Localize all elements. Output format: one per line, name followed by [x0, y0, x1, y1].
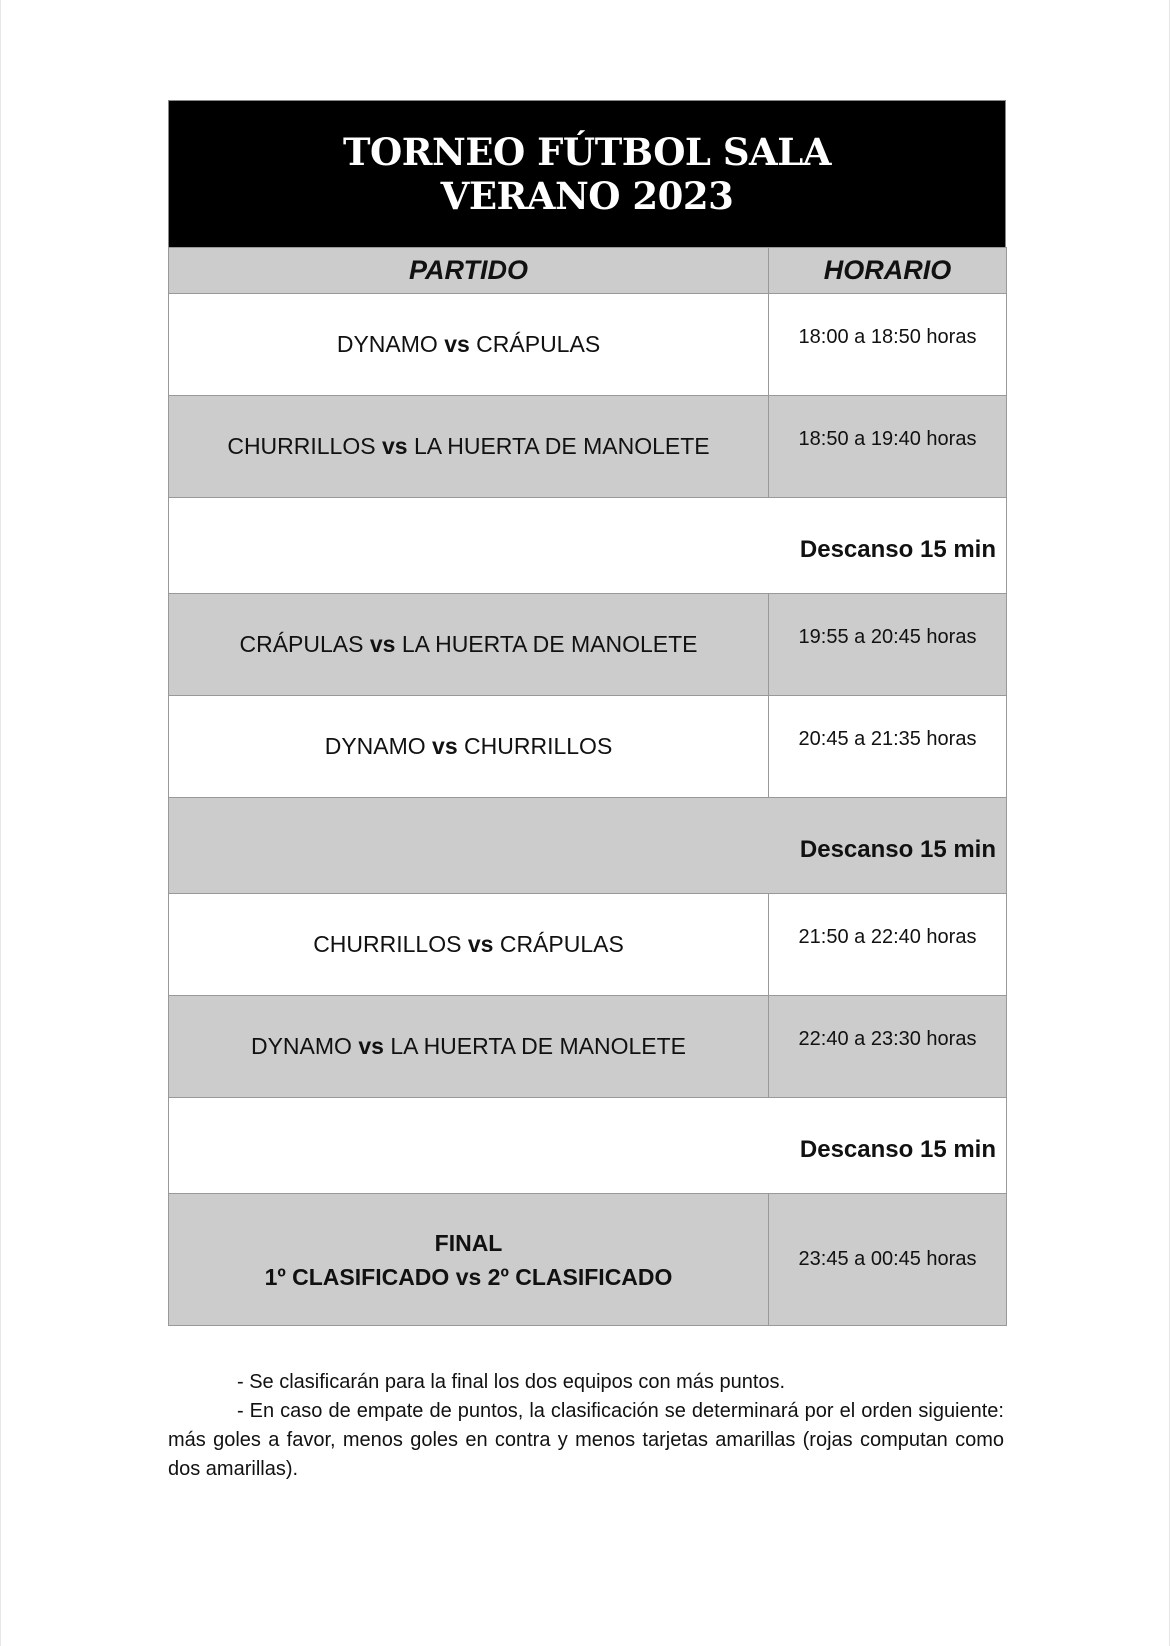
header-horario: HORARIO [769, 248, 1007, 294]
table-row [169, 894, 1007, 996]
match-cell [169, 294, 769, 396]
final-row [169, 1194, 1007, 1326]
home-team: CHURRILLOS [313, 931, 462, 957]
match-time: 18:50 a 19:40 horas [769, 396, 1007, 498]
match-time: 22:40 a 23:30 horas [769, 996, 1007, 1098]
match-cell [169, 594, 769, 696]
vs-label: vs [467, 931, 494, 957]
home-team: DYNAMO [250, 1033, 352, 1059]
title-banner [168, 100, 1006, 247]
match-cell [169, 696, 769, 798]
final-label: FINAL [434, 1229, 503, 1256]
note-2: - En caso de empate de puntos, la clasificación se determinará por el orden siguiente: más goles a favor, menos goles en contra y menos tarjetas amarillas (rojas computan como dos amarillas). [168, 1400, 1004, 1480]
title-line-1: TORNEO FÚTBOL SALA [343, 130, 831, 174]
header-partido: PARTIDO [169, 248, 769, 294]
break-label: Descanso 15 min [169, 498, 1007, 594]
home-team: DYNAMO [324, 733, 426, 759]
break-label: Descanso 15 min [169, 798, 1007, 894]
title-line-2: VERANO 2023 [440, 174, 734, 218]
schedule-body [169, 294, 1007, 1326]
match-time: 20:45 a 21:35 horas [769, 696, 1007, 798]
match-cell [169, 396, 769, 498]
vs-label: vs [444, 331, 470, 357]
final-teams: 1º CLASIFICADO vs 2º CLASIFICADO [264, 1263, 673, 1290]
home-team: CRÁPULAS [239, 631, 364, 657]
table-row [169, 696, 1007, 798]
match-cell [169, 894, 769, 996]
schedule-sheet [168, 100, 1006, 1326]
schedule-table [168, 247, 1007, 1326]
break-row [169, 1098, 1007, 1194]
break-row [169, 498, 1007, 594]
away-team: CRÁPULAS [499, 931, 624, 957]
final-match-cell [169, 1194, 769, 1326]
table-row [169, 294, 1007, 396]
home-team: DYNAMO [336, 331, 438, 357]
match-cell [169, 996, 769, 1098]
table-row [169, 396, 1007, 498]
table-row [169, 996, 1007, 1098]
away-team: LA HUERTA DE MANOLETE [401, 631, 698, 657]
vs-label: vs [358, 1033, 384, 1059]
final-time: 23:45 a 00:45 horas [769, 1194, 1007, 1326]
table-row [169, 594, 1007, 696]
table-header-row [169, 248, 1007, 294]
away-team: LA HUERTA DE MANOLETE [413, 433, 710, 459]
vs-label: vs [432, 733, 458, 759]
home-team: CHURRILLOS [227, 433, 376, 459]
match-time: 21:50 a 22:40 horas [769, 894, 1007, 996]
away-team: CHURRILLOS [464, 733, 613, 759]
away-team: CRÁPULAS [476, 331, 601, 357]
match-time: 19:55 a 20:45 horas [769, 594, 1007, 696]
notes-section [168, 1368, 1004, 1484]
note-1: - Se clasificarán para la final los dos equipos con más puntos. [237, 1371, 786, 1393]
break-label: Descanso 15 min [169, 1098, 1007, 1194]
away-team: LA HUERTA DE MANOLETE [390, 1033, 686, 1059]
break-row [169, 798, 1007, 894]
match-time: 18:00 a 18:50 horas [769, 294, 1007, 396]
vs-label: vs [381, 433, 408, 459]
vs-label: vs [369, 631, 396, 657]
